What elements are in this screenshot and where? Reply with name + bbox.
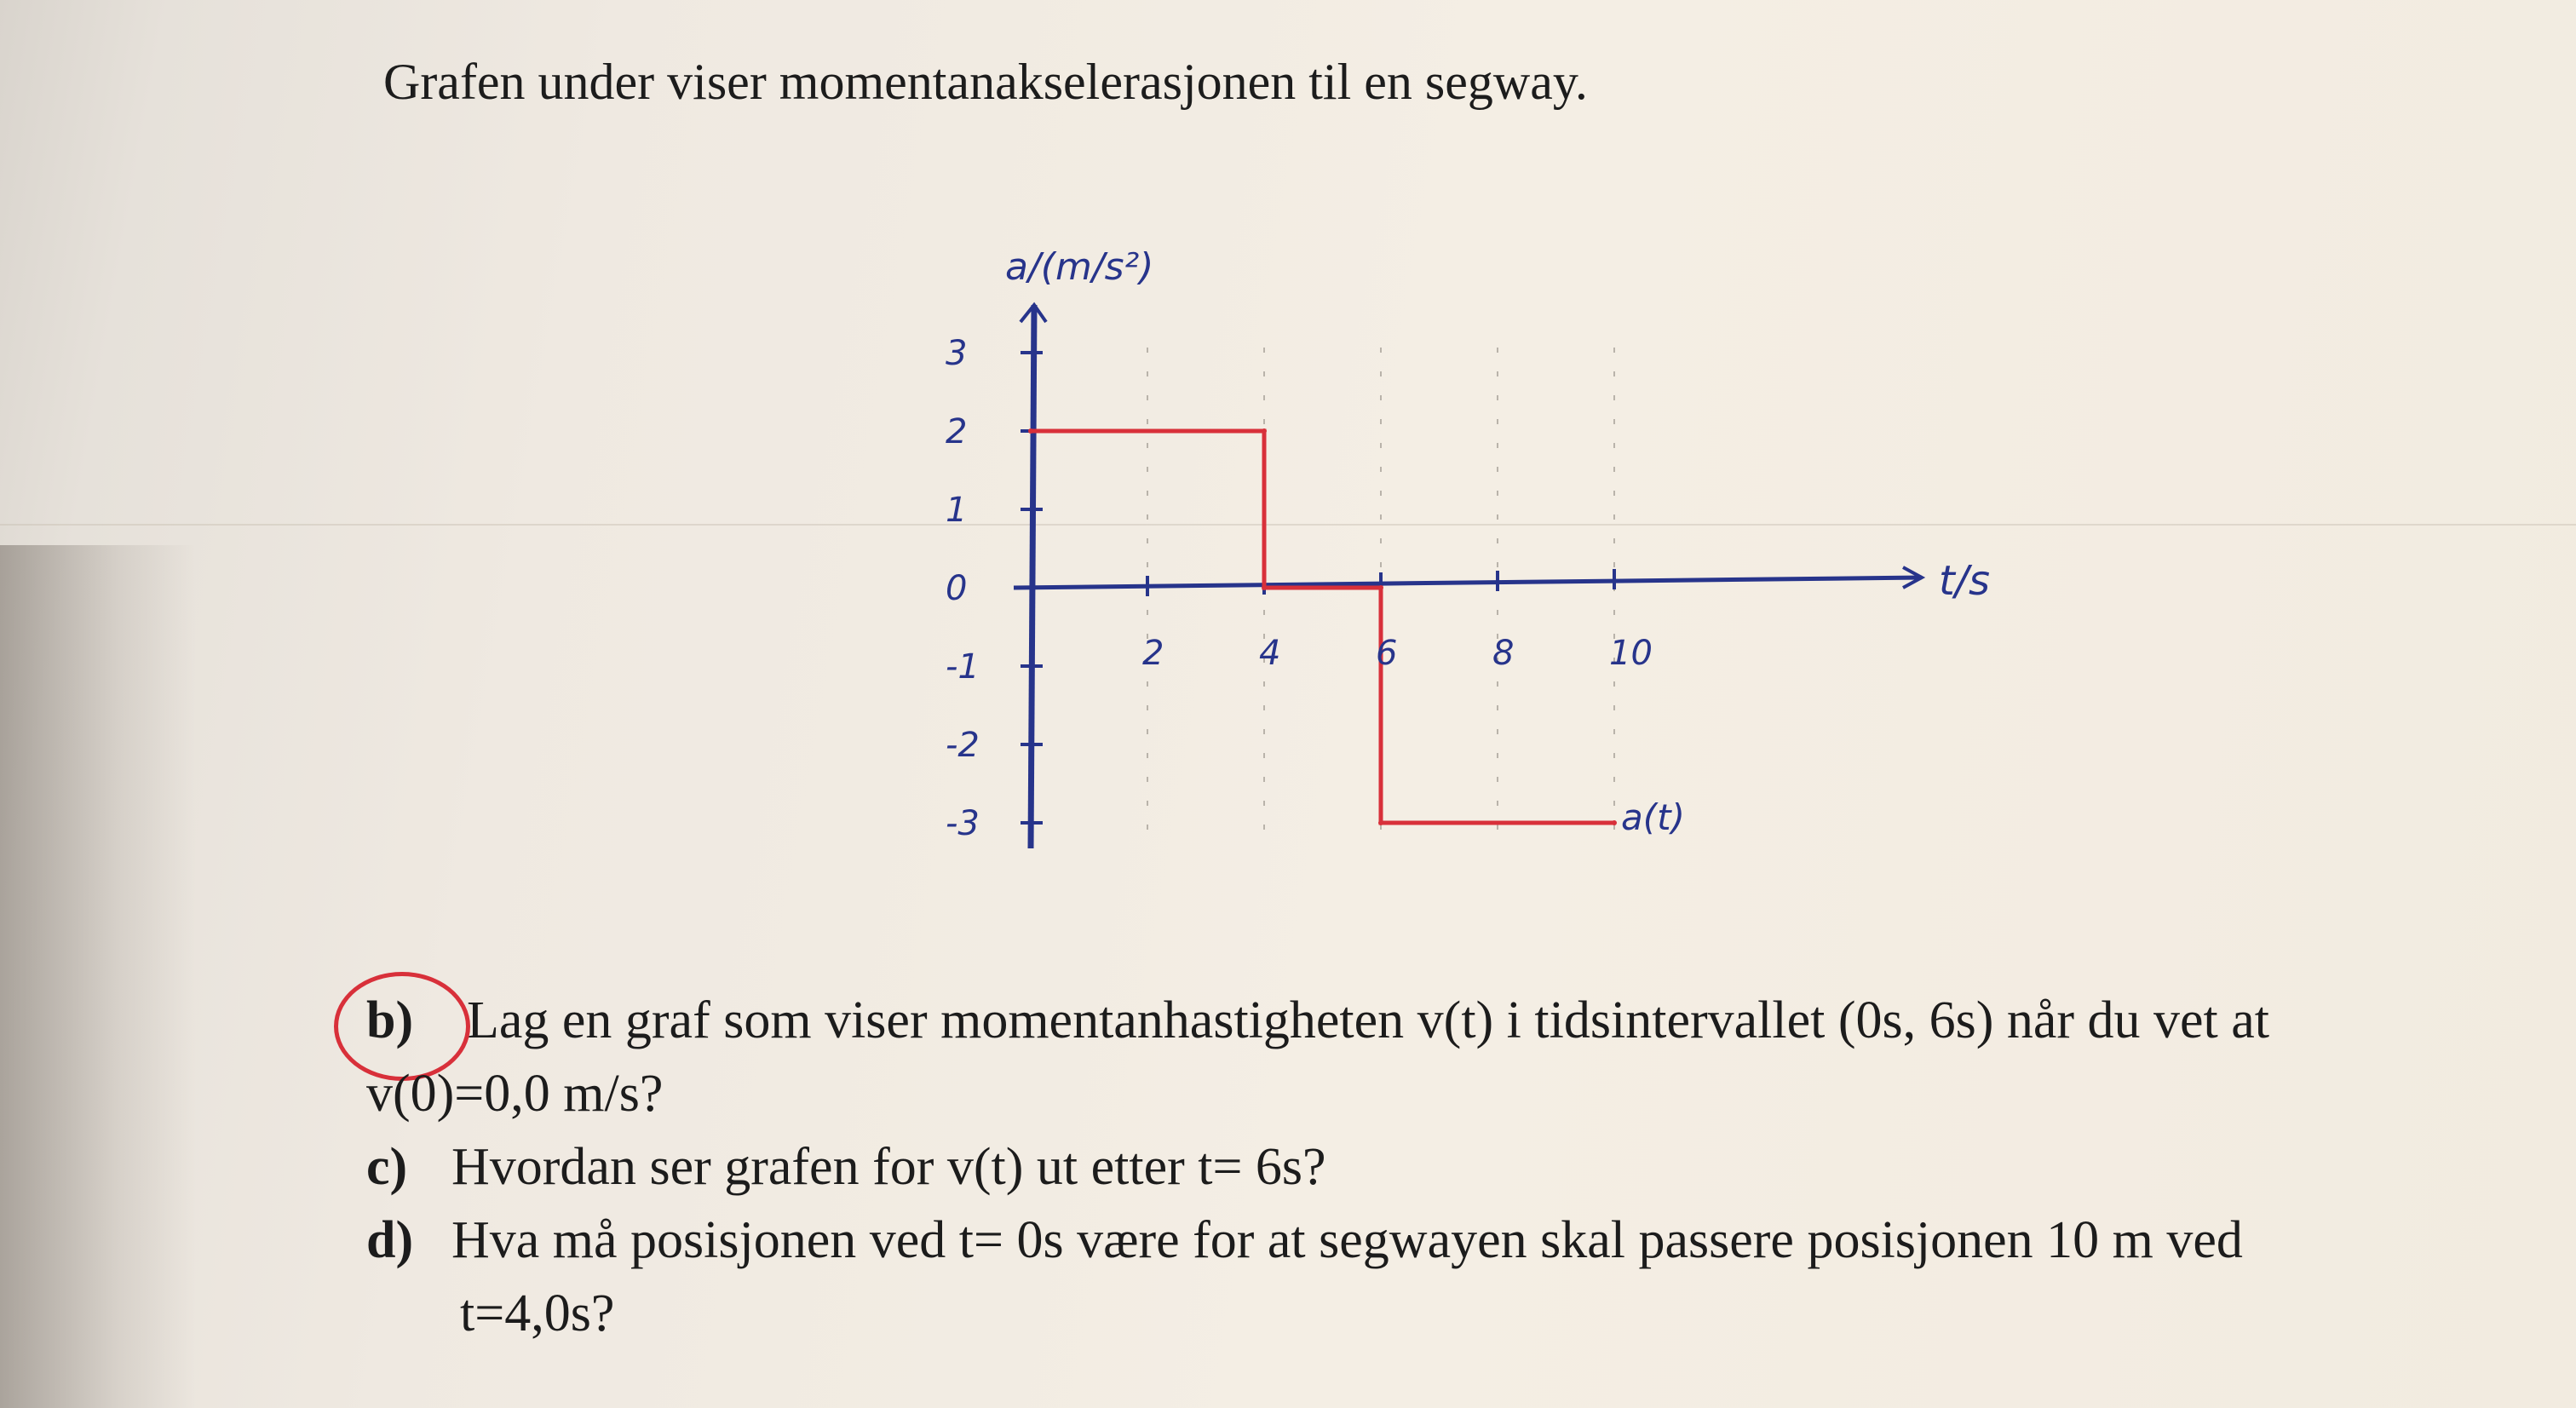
y-tick-label: -1	[946, 647, 980, 687]
y-tick-label: -2	[946, 726, 980, 765]
question-text: Hvordan ser grafen for v(t) ut etter t= 6s?	[451, 1138, 1326, 1196]
series-line	[1031, 431, 1614, 823]
question-b	[366, 984, 2521, 1057]
y-tick-label: 1	[946, 491, 968, 530]
series-point	[1262, 428, 1267, 434]
y-tick-label: 3	[946, 334, 968, 373]
x-axis-label: t/s	[1939, 557, 1990, 605]
question-letter	[366, 984, 451, 1057]
acceleration-chart	[886, 221, 2104, 920]
question-text-continued: v(0)=0,0 m/s?	[366, 1065, 664, 1123]
question-letter: d)	[366, 1211, 414, 1269]
y-axis-label: a/(m/s²)	[1005, 245, 1154, 289]
series-label: a(t)	[1621, 796, 1685, 838]
series	[1028, 428, 1617, 825]
question-text: Hva må posisjonen ved t= 0s være for at segwayen skal passere posisjonen 10 m ved	[451, 1211, 2243, 1269]
series-point	[1262, 585, 1267, 590]
question-letter-text: b)	[366, 991, 414, 1049]
axes	[1014, 305, 1922, 848]
shadow	[0, 545, 196, 1408]
y-axis	[1031, 305, 1034, 848]
questions	[366, 984, 2521, 1350]
question-d-continued	[366, 1277, 2521, 1350]
series-point	[1612, 820, 1617, 825]
x-tick-label: 10	[1609, 634, 1653, 673]
intro-text: Grafen under viser momentanakselerasjonen til en segway.	[383, 54, 1588, 110]
y-tick-label: 2	[946, 412, 968, 451]
x-tick-label: 6	[1376, 634, 1398, 673]
series-point	[1378, 820, 1383, 825]
question-text: Lag en graf som viser momentanhastigheten v(t) i tidsintervallet (0s, 6s) når du vet at	[467, 991, 2270, 1049]
x-tick-label: 8	[1492, 634, 1515, 673]
question-d	[366, 1204, 2521, 1277]
y-tick-label: -3	[946, 804, 980, 843]
x-tick-label: 4	[1259, 634, 1281, 673]
x-tick-label: 2	[1142, 634, 1164, 673]
question-c	[366, 1130, 2521, 1204]
question-b-continued	[366, 1057, 2521, 1130]
question-letter: c)	[366, 1138, 408, 1196]
labels	[946, 245, 1990, 843]
series-point	[1028, 428, 1033, 434]
question-text-continued: t=4,0s?	[460, 1284, 615, 1342]
series-point	[1378, 585, 1383, 590]
y-tick-label: 0	[946, 569, 968, 608]
x-axis	[1014, 578, 1922, 588]
